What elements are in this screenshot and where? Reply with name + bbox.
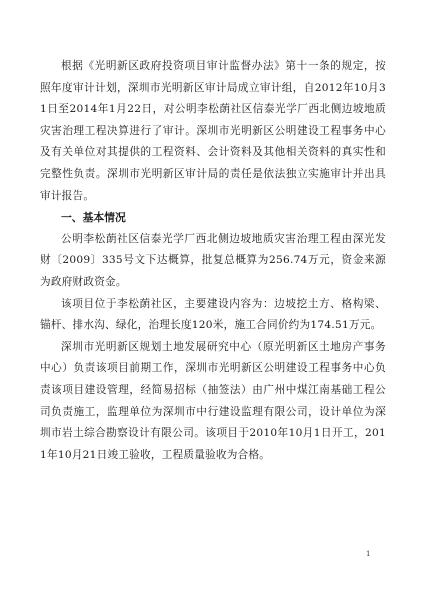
document-body bbox=[40, 56, 386, 466]
budget-paragraph: 公明李松蓢社区信泰光学厂西北侧边坡地质灾害治理工程由深光发财〔2009〕335号文下达概算，批复总概算为256.74万元，资金来源为政府财政资金。 bbox=[40, 232, 386, 288]
scope-paragraph: 该项目位于李松蓢社区，主要建设内容为：边坡挖土方、格构梁、锚杆、排水沟、绿化，治理长度120米，施工合同价约为174.51万元。 bbox=[40, 297, 386, 332]
section-heading: 一、基本情况 bbox=[61, 211, 126, 225]
intro-paragraph: 根据《光明新区政府投资项目审计监督办法》第十一条的规定，按照年度审计计划，深圳市光明新区审计局成立审计组，自2012年10月31日至2014年1月22日，对公明李松蓢社区信泰光学厂西北侧边坡地质灾害治理工程决算进行了审计。深圳市光明新区公明建设工程事务中心及有关单位对其提供的工程资料、会计资料及其他相关资料的真实性和完整性负责。深圳市光明新区审计局的责任是依法独立实施审计并出具审计报告。 bbox=[40, 60, 386, 202]
parties-paragraph: 深圳市光明新区规划土地发展研究中心（原光明新区土地房产事务中心）负责该项目前期工作，深圳市光明新区公明建设工程事务中心负责该项目建设管理，经简易招标（抽签法）由广州中煤江南基础工程公司负责施工，监理单位为深圳市中行建设监理有限公司，设计单位为深圳市岩土综合勘察设计有限公司。该项目于2010年10月1日开工，2011年10月21日竣工验收，工程质量验收为合格。 bbox=[40, 340, 386, 461]
page-number: 1 bbox=[366, 550, 371, 558]
